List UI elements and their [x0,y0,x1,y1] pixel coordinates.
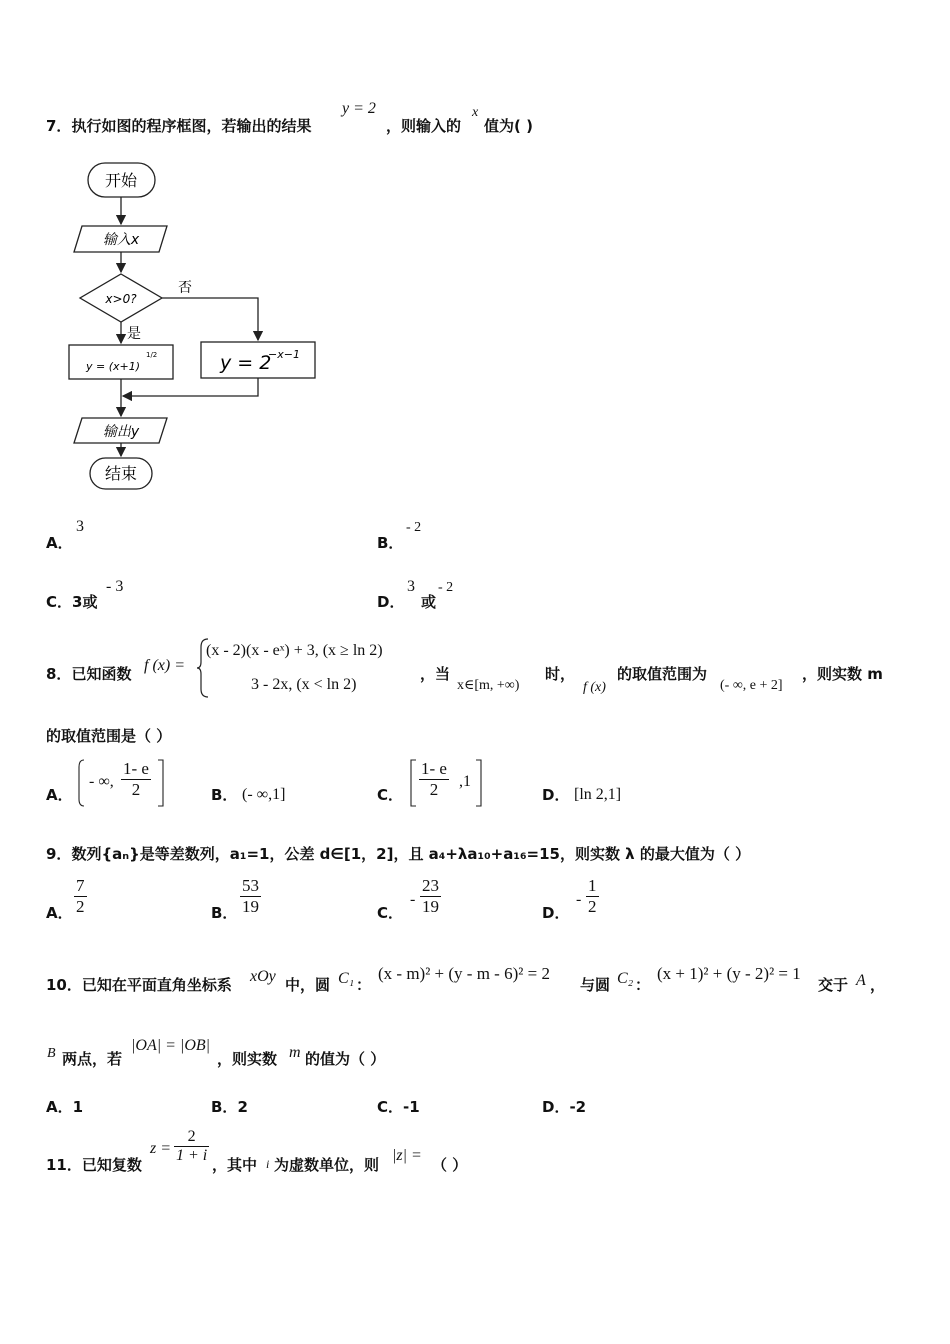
q10-c2: C₂ [617,970,634,987]
q8-line2: 的取值范围是（ ） [46,727,172,745]
q11-text-b: ，其中 [212,1156,258,1174]
q7-text-b: ，则输入的 [386,117,462,135]
q11-den: 1 + i [176,1147,208,1164]
q9-option-c-value [420,876,441,917]
q9-option-a-num: 7 [76,876,85,895]
q8-case-2: 3 - 2x, (x < ln 2) [251,676,357,693]
q8-option-d-label[interactable]: D． [542,786,570,804]
q9-option-c-num: 23 [422,876,439,895]
q8-number: 8． [46,665,72,683]
q8-fx: f (x) = [144,657,185,674]
q9-option-c-label[interactable]: C． [377,904,404,922]
q7-option-c-value-b: - 3 [106,578,124,595]
q8-option-c-right: ,1 [459,773,471,790]
q11-stem [46,1154,142,1175]
q10-eq1: (x - m)² + (y - m - 6)² = 2 [378,964,550,983]
q10-c1: C₁ [338,970,355,987]
q10-text-a: 已知在平面直角坐标系 [81,976,232,994]
flow-input-text: 输入x [102,232,140,248]
q8-text-d: 的取值范围为 [617,665,708,683]
q10-point-b: B [47,1046,56,1061]
q10-eq2: (x + 1)² + (y - 2)² = 1 [657,964,801,983]
q11-text-c: 为虚数单位，则 [274,1156,380,1174]
q8-domain: x∈[m, +∞) [457,678,520,693]
q10-m: m [289,1044,301,1061]
q7-var: x [472,105,479,120]
q9-stem [46,843,750,864]
q11-i: i [266,1157,270,1171]
q8-option-c-den: 2 [419,779,449,800]
q9-option-c-sign: - [410,891,416,908]
q10-option-c-label: C． [377,1098,404,1116]
q10-option-b[interactable] [211,1096,248,1117]
q9-option-a-value [74,876,87,917]
q7-option-c-letter: C． [46,593,73,611]
flow-yes-label: 是 [127,326,141,342]
q8-text-c: 时， [545,665,576,683]
q10-text-b: 中，圆 [285,976,331,994]
q10-option-d-label: D． [542,1098,570,1116]
q8-case-1: (x - 2)(x - eˣ) + 3, (x ≥ ln 2) [206,642,383,659]
q7-option-d-label[interactable]: D． [377,593,405,611]
q7-text-c: 值为( ) [484,117,533,135]
q8-option-a-value [77,759,165,807]
q9-text: 数列{aₙ}是等差数列，a₁=1，公差 d∈[1，2]，且 a₄+λa₁₀+a₁₆=15，则实数 λ 的最大值为（ ） [71,845,751,863]
q8-option-d-value: [ln 2,1] [574,786,622,803]
q8-range: (- ∞, e + 2] [720,678,783,693]
q10-colon-1: ： [356,976,372,994]
q10-stem [46,974,232,995]
flow-output-text: 输出y [102,424,140,440]
flow-right-formula: y = 2 [220,352,272,374]
q7-option-a-value: 3 [76,518,84,535]
q7-option-c-label[interactable] [46,591,97,612]
q11-z: z = [150,1140,172,1157]
q11-fraction [174,1128,209,1165]
q8-text-e: ，则实数 m [802,665,883,683]
q8-option-a-num: 1- e [123,759,149,778]
q7-option-d-value-a: 3 [407,578,415,595]
q9-option-d-num: 1 [588,876,597,895]
q11-num: 2 [187,1128,196,1145]
q8-option-a-label[interactable]: A． [46,786,73,804]
q7-option-d-value-c: - 2 [438,580,454,595]
q9-option-d-value [586,876,599,917]
q10-text-f: ，则实数 [217,1050,278,1068]
q11-number: 11． [46,1156,82,1174]
q7-option-a-label[interactable]: A． [46,534,73,552]
q10-number: 10． [46,976,82,994]
flow-decision-text: x>0? [105,292,137,306]
flow-left-exponent: 1/2 [146,351,158,359]
q10-option-a-label: A． [46,1098,73,1116]
q8-option-b-value: (- ∞,1] [242,786,286,803]
q8-option-a-den: 2 [121,779,151,800]
q8-option-c-value [409,759,483,807]
q9-number: 9． [46,845,72,863]
q10-condition: |OA| = |OB| [131,1037,211,1054]
q7-flowchart [0,0,950,520]
q9-option-b-den: 19 [242,897,259,916]
q9-option-d-den: 2 [588,897,597,916]
q10-option-b-value: 2 [237,1098,248,1116]
q10-colon-2: ： [635,976,651,994]
flow-end-text: 结束 [104,464,138,483]
flow-left-formula: y = (x+1) [86,360,141,373]
q9-option-a-den: 2 [76,897,85,916]
q10-xoy: xOy [250,968,276,985]
flow-no-label: 否 [178,280,192,296]
q7-number: 7． [46,117,72,135]
q7-option-d-value-b: 或 [421,593,437,611]
q10-text-e: 两点，若 [62,1050,123,1068]
q9-option-a-label[interactable]: A． [46,904,73,922]
q10-text-c: 与圆 [580,976,611,994]
q10-comma: ， [870,976,886,994]
q7-option-b-value: - 2 [406,520,422,535]
q10-point-a: A [856,972,866,989]
q11-absz: |z| = [392,1147,422,1164]
q10-option-d-value: -2 [569,1098,587,1116]
q8-option-b-label[interactable]: B． [211,786,238,804]
q7-option-b-label[interactable]: B． [377,534,404,552]
q9-option-b-value [240,876,261,917]
q8-option-c-label[interactable]: C． [377,786,404,804]
q9-option-b-label[interactable]: B． [211,904,238,922]
q8-text-a: 已知函数 [71,665,132,683]
q8-stem [46,663,131,684]
q8-text-b: ，当 [420,665,451,683]
q11-text-a: 已知复数 [81,1156,142,1174]
q7-condition: y = 2 [342,100,376,117]
q8-fx2: f (x) [583,680,606,695]
q10-option-c-value: -1 [403,1098,420,1116]
q7-text-a: 执行如图的程序框图，若输出的结果 [71,117,312,135]
q9-option-c-den: 19 [422,897,439,916]
flow-start-text: 开始 [104,171,138,190]
flow-right-exponent: −x−1 [268,348,300,361]
q9-option-b-num: 53 [242,876,259,895]
q7-option-c-value-a: 3或 [72,593,98,611]
q10-text-d: 交于 [818,976,849,994]
q10-option-d[interactable] [542,1096,586,1117]
q10-text-g: 的值为（ ） [305,1050,386,1068]
q8-option-a-fraction [121,759,151,800]
q10-option-b-label: B． [211,1098,238,1116]
q10-option-a[interactable] [46,1096,83,1117]
q8-option-a-left: - ∞, [89,773,114,790]
q9-option-d-sign: - [576,891,582,908]
q8-option-c-num: 1- e [421,759,447,778]
q11-text-d: （ ） [432,1156,468,1174]
q8-option-c-fraction [419,759,449,800]
q9-option-d-label[interactable]: D． [542,904,570,922]
q10-option-a-value: 1 [72,1098,84,1116]
q10-option-c[interactable] [377,1096,420,1117]
